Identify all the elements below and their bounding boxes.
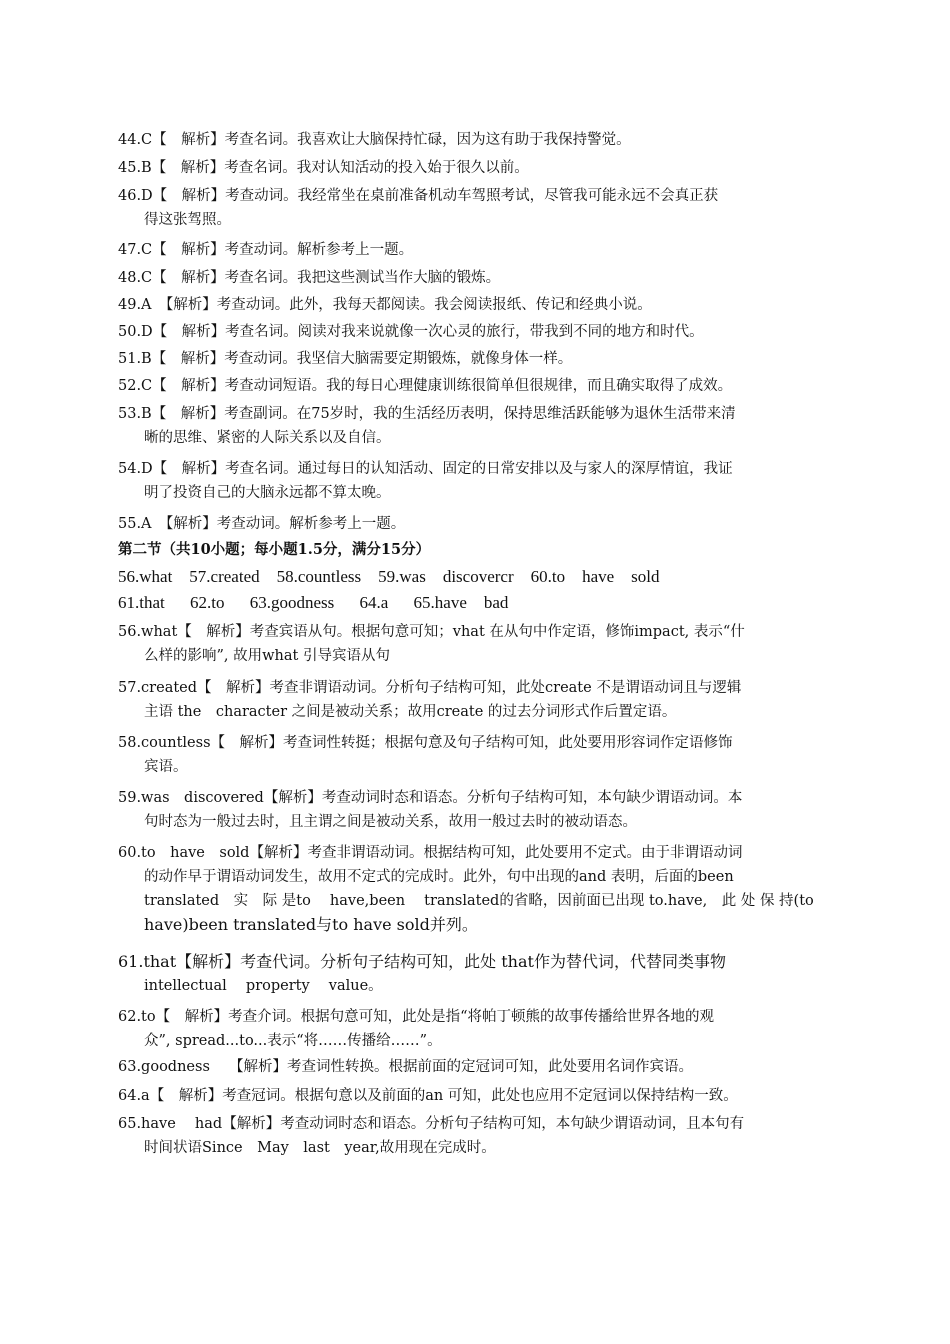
explanation-item-63: 63.goodness 【解析】考查词性转换。根据前面的定冠词可知，此处要用名词作宾语。: [118, 1059, 693, 1075]
answer-item-51: 51.B【 解析】考查动词。我坚信大脑需要定期锻炼，就像身体一样。: [118, 351, 573, 367]
explanation-item-60: 60.to have sold【解析】考查非谓语动词。根据结构可知，此处要用不定式。由于非谓语动词 的动作早于谓语动词发生，故用不定式的完成时。此外，句中出现的and 表明，后面的been translated 实 际 是to have,been translated的省略，因前面已出现 to.have, 此 处 保 持(to have)been translated与to have sold并列。: [118, 845, 814, 934]
answer-item-50: 50.D【 解析】考查名词。阅读对我来说就像一次心灵的旅行，带我到不同的地方和时代。: [118, 324, 704, 340]
answer-item-46: 46.D【 解析】考查动词。我经常坐在桌前准备机动车驾照考试，尽管我可能永远不会真正获 得这张驾照。: [118, 188, 719, 228]
explanation-item-58: 58.countless【 解析】考查词性转挺；根据句意及句子结构可知，此处要用形容词作定语修饰 宾语。: [118, 735, 733, 775]
answers-line-2: 61.that 62.to 63.goodness 64.a 65.have bad: [118, 593, 509, 612]
answer-item-48: 48.C【 解析】考查名词。我把这些测试当作大脑的锻炼。: [118, 270, 501, 286]
answer-item-53: 53.B【 解析】考查副词。在75岁时，我的生活经历表明，保持思维活跃能够为退休生活带来清 晰的思维、紧密的人际关系以及自信。: [118, 406, 736, 446]
explanation-item-59: 59.was discovered【解析】考查动词时态和语态。分析句子结构可知，本句缺少谓语动词。本 句时态为一般过去时，且主谓之间是被动关系，故用一般过去时的被动语态。: [118, 790, 743, 830]
answer-item-55: 55.A 【解析】考查动词。解析参考上一题。: [118, 516, 406, 532]
explanation-item-61: 61.that【解析】考查代词。分析句子结构可知，此处 that作为替代词，代替同类事物 intellectual property value。: [118, 952, 726, 994]
answer-item-44: 44.C【 解析】考查名词。我喜欢让大脑保持忙碌，因为这有助于我保持警觉。: [118, 132, 631, 148]
explanation-item-56: 56.what【 解析】考查宾语从句。根据句意可知；vhat 在从句中作定语，修饰impact, 表示“什 么样的影响”, 故用what 引导宾语从句: [118, 624, 745, 664]
explanation-item-62: 62.to【 解析】考查介词。根据句意可知，此处是指“将帕丁顿熊的故事传播给世界各地的观 众”, spread...to...表示“将……传播给……”。: [118, 1009, 715, 1049]
explanation-item-64: 64.a【 解析】考查冠词。根据句意以及前面的an 可知，此处也应用不定冠词以保持结构一致。: [118, 1088, 738, 1104]
answer-item-52: 52.C【 解析】考查动词短语。我的每日心理健康训练很简单但很规律，而且确实取得了成效。: [118, 378, 733, 394]
answers-line-1: 56.what 57.created 58.countless 59.was discovercr 60.to have sold: [118, 567, 660, 586]
explanation-item-65: 65.have had【解析】考查动词时态和语态。分析句子结构可知，本句缺少谓语动词，且本句有 时间状语Since May last year,故用现在完成时。: [118, 1116, 745, 1156]
answer-item-54: 54.D【 解析】考查名词。通过每日的认知活动、固定的日常安排以及与家人的深厚情谊，我证 明了投资自己的大脑永远都不算太晚。: [118, 461, 733, 501]
explanation-item-57: 57.created【 解析】考查非谓语动词。分析句子结构可知，此处create 不是谓语动词且与逻辑 主语 the character 之间是被动关系；故用create 的过去分词形式作后置定语。: [118, 680, 742, 720]
answer-item-47: 47.C【 解析】考查动词。解析参考上一题。: [118, 242, 414, 258]
answer-item-49: 49.A 【解析】考查动词。此外，我每天都阅读。我会阅读报纸、传记和经典小说。: [118, 297, 652, 313]
answer-item-45: 45.B【 解析】考查名词。我对认知活动的投入始于很久以前。: [118, 160, 529, 176]
section-title: 第二节（共10小题；每小题1.5分，满分15分）: [118, 541, 431, 558]
